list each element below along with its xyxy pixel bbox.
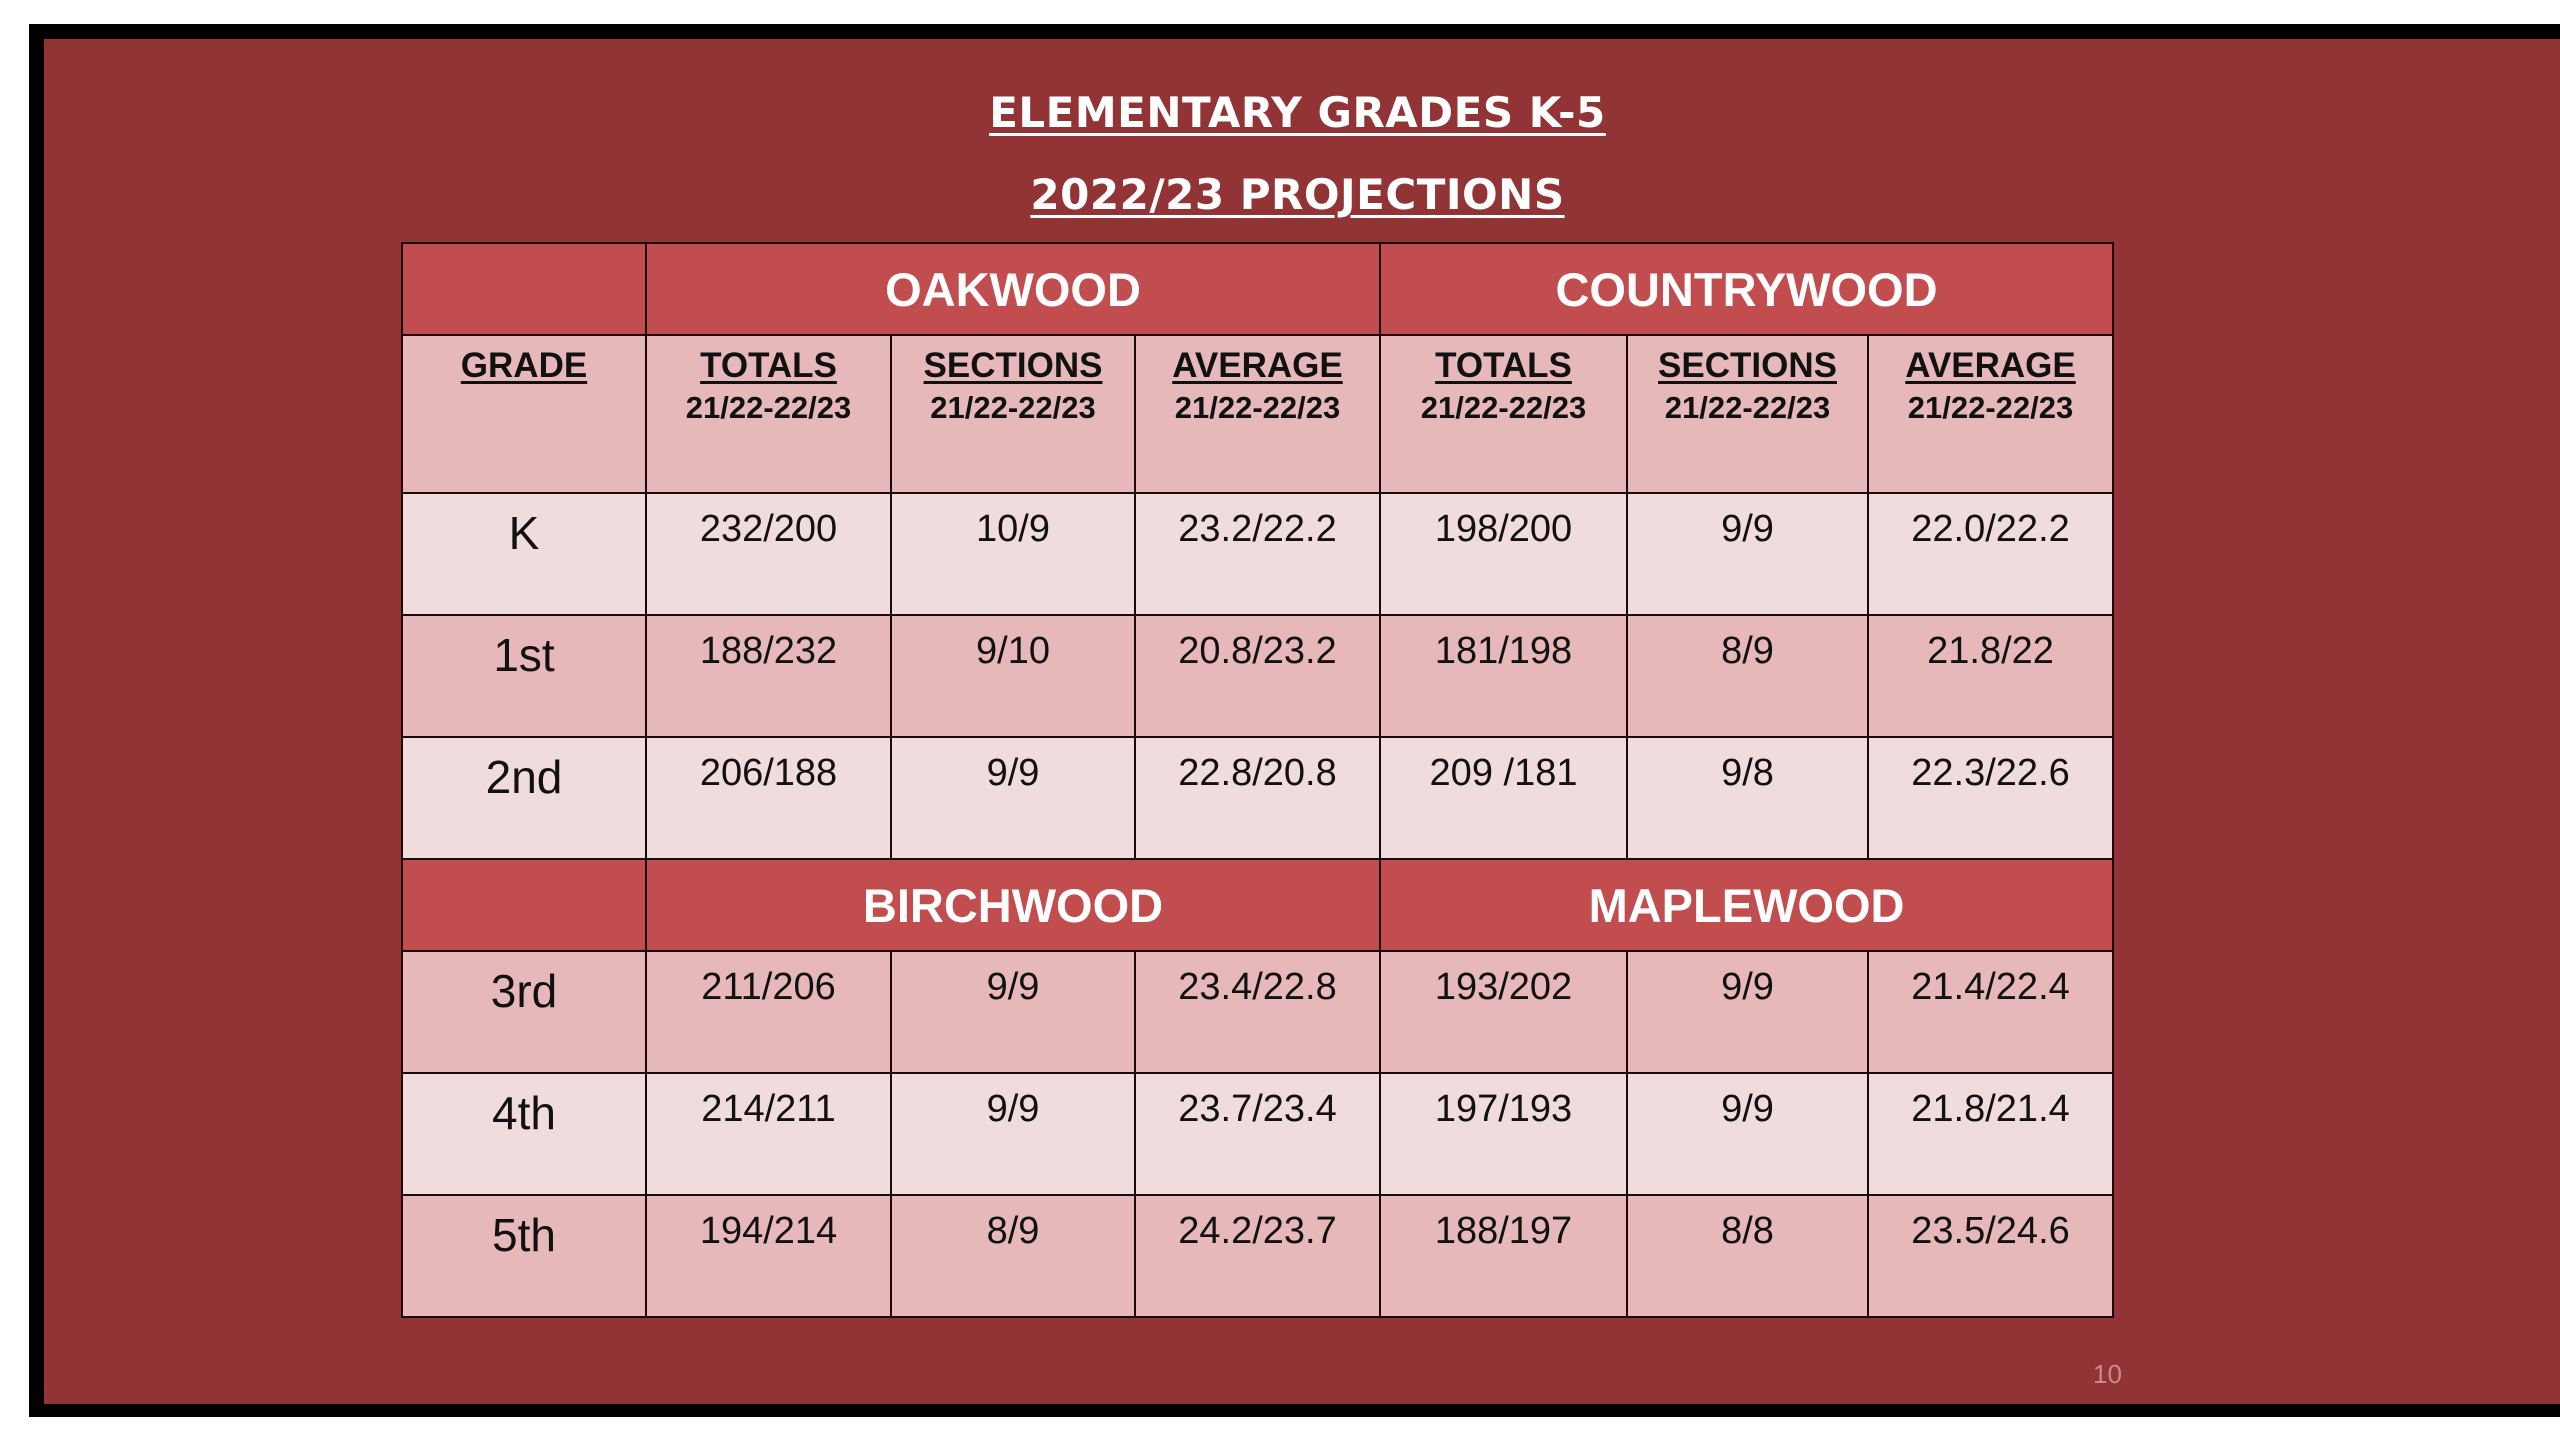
column-header-years: 21/22-22/23 (1907, 390, 2074, 425)
school-name-maplewood: MAPLEWOOD (1380, 859, 2113, 951)
cell-value: 8/8 (1721, 1210, 1774, 1252)
table-cell (1627, 951, 1868, 1073)
table-cell (891, 951, 1135, 1073)
cell-value: 22.8/20.8 (1178, 752, 1337, 794)
column-header-average (1868, 335, 2113, 493)
table-cell (646, 951, 891, 1073)
grade-cell (402, 493, 646, 615)
school-header-blank (402, 243, 646, 335)
cell-value: 21.8/22 (1927, 630, 2054, 672)
cell-value: 193/202 (1434, 966, 1573, 1008)
cell-value: 9/9 (986, 1088, 1040, 1130)
column-header-title: AVERAGE (1905, 346, 2076, 385)
cell-value: 232/200 (699, 508, 838, 550)
rows-top-group (402, 493, 2113, 859)
cell-value: 24.2/23.7 (1178, 1210, 1337, 1252)
school-header-row-bottom (402, 859, 2113, 951)
cell-value: 214/211 (701, 1088, 836, 1130)
column-header-title: GRADE (460, 346, 588, 385)
table-cell (1868, 737, 2113, 859)
column-header-years: 21/22-22/23 (685, 390, 852, 425)
school-header-blank (402, 859, 646, 951)
table-cell (646, 1195, 891, 1317)
column-header-years: 21/22-22/23 (930, 390, 1096, 425)
table-cell (891, 1195, 1135, 1317)
projections-table (401, 242, 2114, 1318)
table-cell (891, 737, 1135, 859)
column-header-grade (402, 335, 646, 493)
grade-cell (402, 737, 646, 859)
school-header-row-top (402, 243, 2113, 335)
column-header-years: 21/22-22/23 (1664, 390, 1831, 425)
table-cell (1868, 951, 2113, 1073)
cell-value: 23.5/24.6 (1911, 1210, 2070, 1252)
column-header-totals (646, 335, 891, 493)
table-cell (891, 615, 1135, 737)
cell-value: 20.8/23.2 (1178, 630, 1337, 672)
cell-value: 10/9 (976, 508, 1050, 550)
cell-value: 181/198 (1434, 630, 1573, 672)
table-cell (646, 1073, 891, 1195)
cell-value: 23.7/23.4 (1178, 1088, 1337, 1130)
page-number: 10 (2093, 1359, 2122, 1389)
cell-value: 197/193 (1434, 1088, 1573, 1130)
table-cell (1627, 493, 1868, 615)
cell-value: 194/214 (699, 1210, 838, 1252)
grade-label: 2nd (485, 751, 563, 803)
cell-value: 21.8/21.4 (1911, 1088, 2070, 1130)
table-cell (1627, 737, 1868, 859)
column-header-sections (891, 335, 1135, 493)
table-cell (1868, 1195, 2113, 1317)
table-cell (646, 615, 891, 737)
grade-label: 5th (492, 1209, 556, 1261)
table-cell (1380, 1073, 1627, 1195)
column-header-row (402, 335, 2113, 493)
cell-value: 23.4/22.8 (1178, 966, 1337, 1008)
grade-label: K (508, 507, 540, 559)
table-cell (1135, 1073, 1380, 1195)
school-name-birchwood: BIRCHWOOD (646, 859, 1380, 951)
slide-title: ELEMENTARY GRADES K-5 (989, 88, 1606, 137)
table-row (402, 1073, 2113, 1195)
grade-label: 1st (493, 629, 555, 681)
slide-subtitle: 2022/23 PROJECTIONS (1030, 170, 1565, 219)
table-cell (1868, 615, 2113, 737)
table-cell (1135, 737, 1380, 859)
cell-value: 8/9 (986, 1210, 1040, 1252)
table-cell (1627, 615, 1868, 737)
column-header-average (1135, 335, 1380, 493)
grade-cell (402, 1073, 646, 1195)
table-cell (1135, 493, 1380, 615)
column-header-title: AVERAGE (1172, 346, 1343, 385)
table-row (402, 737, 2113, 859)
cell-value: 9/9 (986, 966, 1040, 1008)
cell-value: 211/206 (701, 966, 836, 1008)
cell-value: 9/9 (1721, 1088, 1774, 1130)
table-cell (646, 737, 891, 859)
rows-bottom-group (402, 951, 2113, 1317)
column-header-title: SECTIONS (1658, 346, 1837, 385)
column-header-title: TOTALS (1435, 346, 1572, 385)
cell-value: 188/197 (1434, 1210, 1573, 1252)
table-row (402, 615, 2113, 737)
grade-label: 3rd (490, 965, 558, 1017)
grade-cell (402, 1195, 646, 1317)
grade-label: 4th (492, 1087, 556, 1139)
table-cell (1380, 737, 1627, 859)
grade-cell (402, 951, 646, 1073)
cell-value: 9/8 (1721, 752, 1774, 794)
cell-value: 206/188 (699, 752, 838, 794)
table-cell (646, 493, 891, 615)
column-header-title: TOTALS (700, 346, 837, 385)
cell-value: 21.4/22.4 (1911, 966, 2070, 1008)
cell-value: 9/9 (1721, 966, 1774, 1008)
cell-value: 22.3/22.6 (1911, 752, 2070, 794)
column-header-totals (1380, 335, 1627, 493)
table-cell (1135, 1195, 1380, 1317)
column-header-years: 21/22-22/23 (1420, 390, 1587, 425)
table-cell (1380, 493, 1627, 615)
table-cell (1380, 615, 1627, 737)
table-cell (1627, 1195, 1868, 1317)
column-header-years: 21/22-22/23 (1174, 390, 1341, 425)
school-name-oakwood: OAKWOOD (646, 243, 1380, 335)
cell-value: 188/232 (699, 630, 838, 672)
table-cell (1627, 1073, 1868, 1195)
table-cell (1868, 1073, 2113, 1195)
table-cell (891, 493, 1135, 615)
table-row (402, 1195, 2113, 1317)
table-cell (1380, 951, 1627, 1073)
cell-value: 8/9 (1721, 630, 1774, 672)
grade-cell (402, 615, 646, 737)
cell-value: 209 /181 (1429, 752, 1578, 794)
cell-value: 198/200 (1434, 508, 1573, 550)
table-cell (891, 1073, 1135, 1195)
table-cell (1380, 1195, 1627, 1317)
table-row (402, 951, 2113, 1073)
column-header-title: SECTIONS (923, 346, 1103, 385)
cell-value: 9/9 (986, 752, 1040, 794)
cell-value: 9/9 (1721, 508, 1774, 550)
table-cell (1135, 951, 1380, 1073)
cell-value: 23.2/22.2 (1178, 508, 1337, 550)
cell-value: 9/10 (976, 630, 1050, 672)
table-cell (1135, 615, 1380, 737)
school-name-countrywood: COUNTRYWOOD (1380, 243, 2113, 335)
column-header-sections (1627, 335, 1868, 493)
cell-value: 22.0/22.2 (1911, 508, 2070, 550)
table-row (402, 493, 2113, 615)
table-cell (1868, 493, 2113, 615)
